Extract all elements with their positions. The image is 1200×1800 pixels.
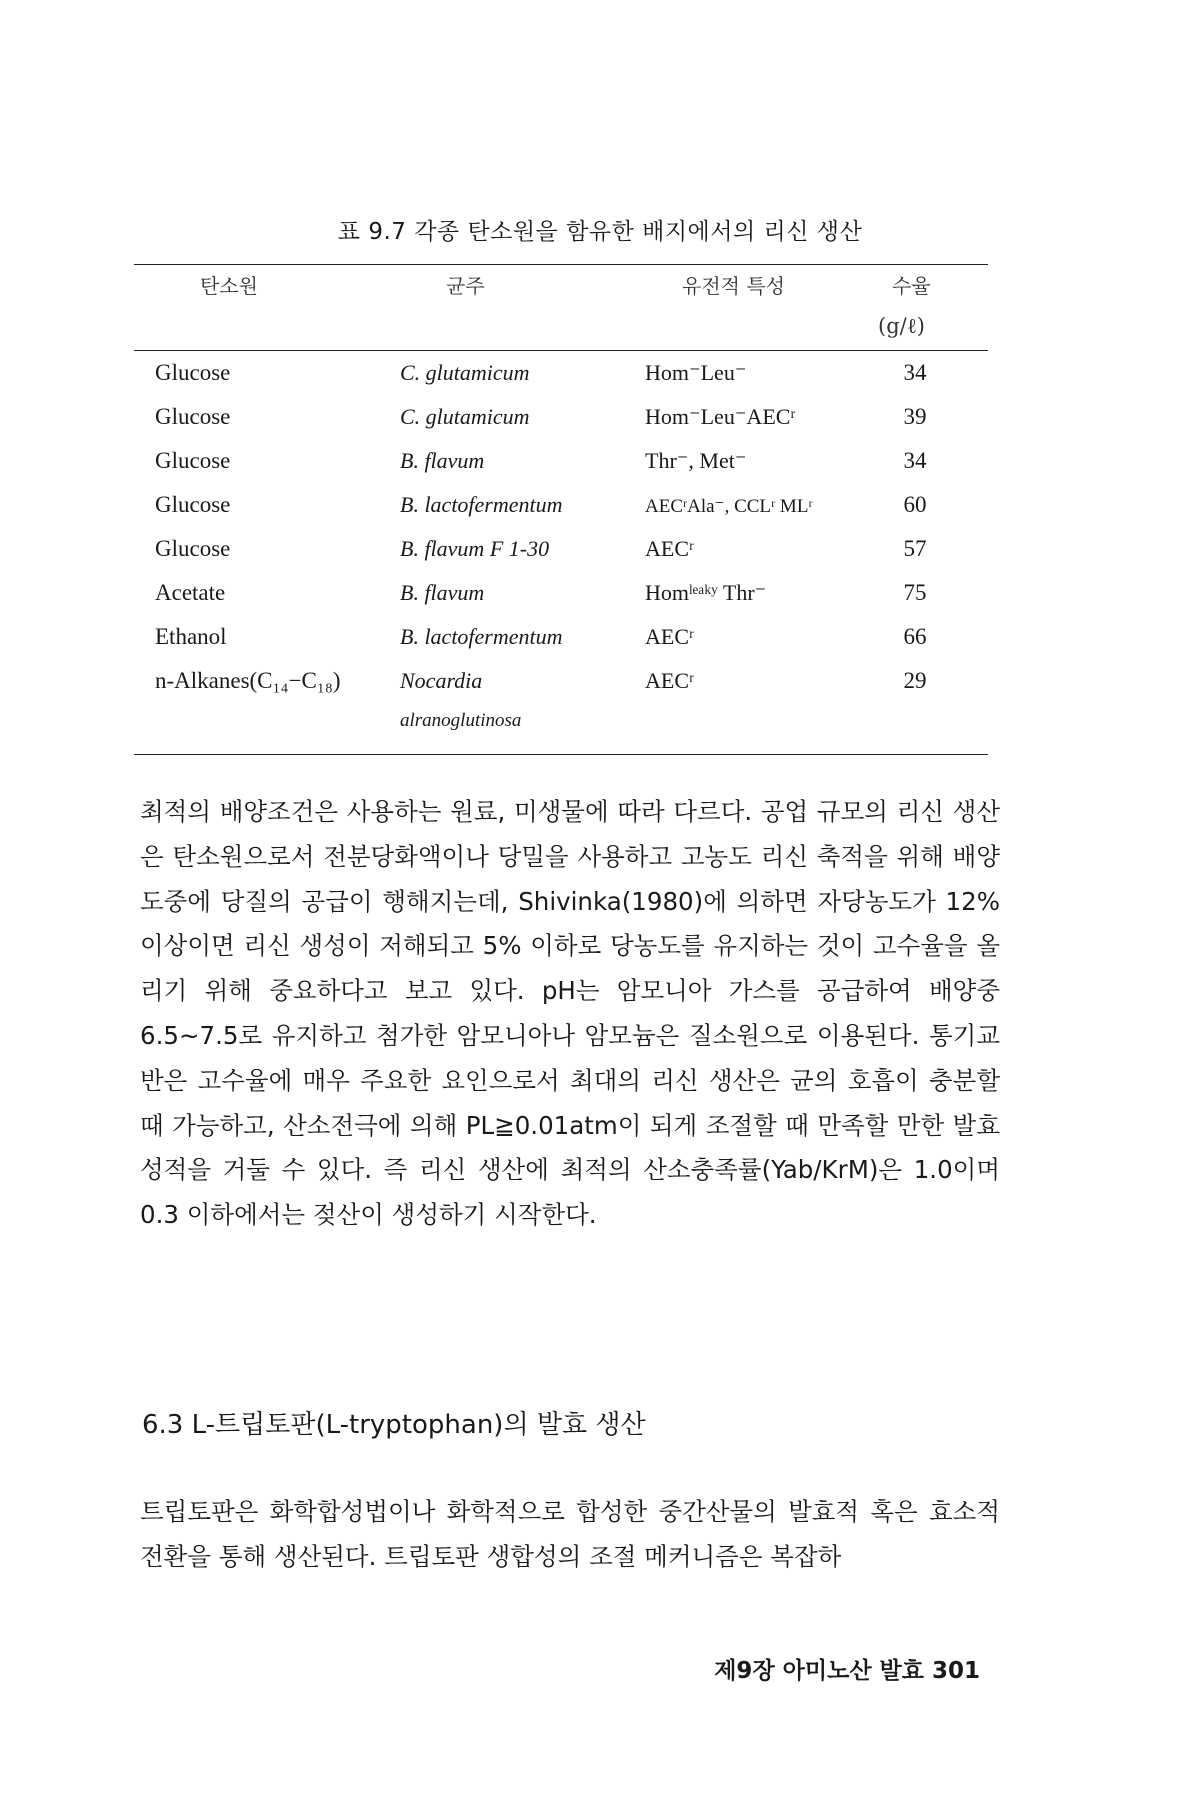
cell-carbon: Glucose: [155, 536, 231, 561]
cell-yield: 29: [903, 668, 927, 693]
table-caption: 표 9.7 각종 탄소원을 함유한 배지에서의 리신 생산: [337, 219, 863, 245]
table-row: [0, 668, 1200, 708]
cell-yield: 66: [903, 624, 927, 649]
cell-strain: C. glutamicum: [400, 404, 530, 429]
table-row: [0, 492, 1200, 532]
table-row: [0, 580, 1200, 620]
table-header-rule: [134, 350, 988, 351]
cell-carbon: Glucose: [155, 360, 231, 385]
cell-carbon: Glucose: [155, 492, 231, 517]
table-row: [0, 624, 1200, 664]
cell-genetic: AECʳ: [645, 668, 694, 693]
cell-strain: C. glutamicum: [400, 360, 530, 385]
cell-genetic: Thr⁻, Met⁻: [645, 448, 747, 473]
cell-yield: 34: [903, 360, 927, 385]
cell-yield: 60: [903, 492, 927, 517]
table-row-continuation: [0, 710, 1200, 750]
cell-strain: B. lactofermentum: [400, 624, 563, 649]
cell-carbon: Ethanol: [155, 624, 227, 649]
table-top-rule: [134, 264, 988, 265]
page-footer: 제9장 아미노산 발효 301: [714, 1658, 980, 1684]
cell-yield: 57: [903, 536, 927, 561]
cell-carbon: Glucose: [155, 448, 231, 473]
cell-genetic: AECʳ: [645, 536, 694, 561]
table-bottom-rule: [134, 754, 988, 755]
table-row: [0, 448, 1200, 488]
table-row: [0, 360, 1200, 400]
cell-carbon: n-Alkanes(C₁₄−C₁₈): [155, 668, 341, 693]
cell-strain: B. flavum: [400, 580, 485, 605]
cell-genetic: AECʳAla⁻, CCLʳ MLʳ: [645, 496, 813, 517]
cell-strain-continuation: alranoglutinosa: [400, 710, 522, 731]
header-carbon: 탄소원: [200, 274, 258, 298]
header-strain: 균주: [446, 274, 485, 298]
cell-genetic: AECʳ: [645, 624, 694, 649]
cell-yield: 75: [903, 580, 927, 605]
cell-strain: B. flavum F 1-30: [400, 536, 550, 561]
cell-yield: 34: [903, 448, 927, 473]
cell-genetic: Hom⁻Leu⁻: [645, 360, 747, 385]
cell-carbon: Acetate: [155, 580, 226, 605]
table-row: [0, 536, 1200, 576]
cell-genetic: Homˡᵉᵃᵏʸ Thr⁻: [645, 580, 767, 605]
cell-strain: Nocardia: [400, 668, 483, 693]
body-paragraph-2: 트립토판은 화학합성법이나 화학적으로 합성한 중간산물의 발효적 혹은 효소적 전환을 통해 생산된다. 트립토판 생합성의 조절 메커니즘은 복잡하: [140, 1497, 1000, 1571]
cell-genetic: Hom⁻Leu⁻AECʳ: [645, 404, 796, 429]
body-paragraph: 최적의 배양조건은 사용하는 원료, 미생물에 따라 다르다. 공업 규모의 리신 생산은 탄소원으로서 전분당화액이나 당밀을 사용하고 고농도 리신 축적을 위해 배양 도중에 당질의 공급이 행해지는데, Shivinka(1980)에 의하면 자당농도가 12% 이상이면 리신 생성이 저해되고 5% 이하로 당농도를 유지하는 것이 고수율을 올리기 위해 중요하다고 보고 있다. pH는 암모니아 가스를 공급하여 배양중 6.5~7.5로 유지하고 첨가한 암모니아나 암모늄은 질소원으로 이용된다. 통기교반은 고수율에 매우 주요한 요인으로서 최대의 리신 생산은 균의 호흡이 충분할 때 가능하고, 산소전극에 의해 PL≧0.01atm이 되게 조절할 때 만족할 만한 발효 성적을 거둘 수 있다. 즉 리신 생산에 최적의 산소충족률(Yab/KrM)은 1.0이며 0.3 이하에서는 젖산이 생성하기 시작한다.: [140, 797, 1000, 1230]
cell-yield: 39: [903, 404, 927, 429]
cell-strain: B. flavum: [400, 448, 485, 473]
header-genetic: 유전적 특성: [682, 274, 785, 298]
header-yield-unit: (g/ℓ): [878, 314, 925, 338]
cell-strain: B. lactofermentum: [400, 492, 563, 517]
header-yield: 수율: [892, 274, 931, 298]
cell-carbon: Glucose: [155, 404, 231, 429]
table-row: [0, 404, 1200, 444]
section-heading: 6.3 L-트립토판(L-tryptophan)의 발효 생산: [142, 1410, 646, 1440]
